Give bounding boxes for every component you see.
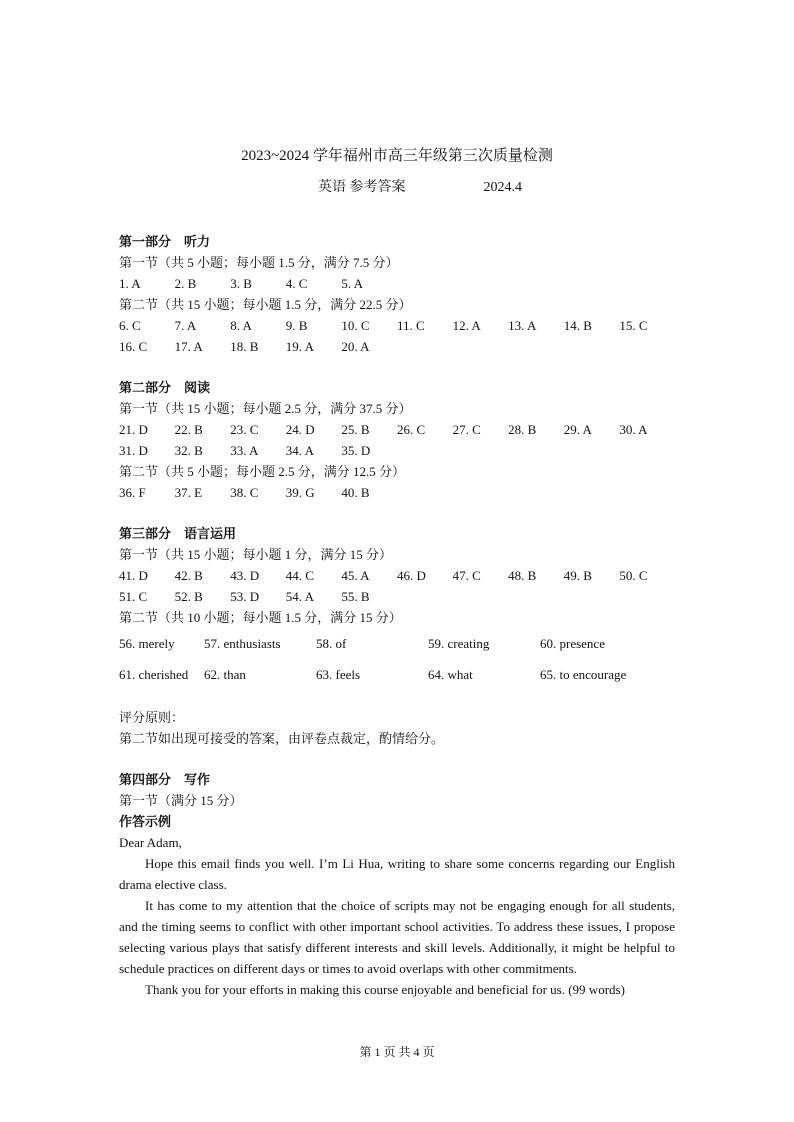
fill-answer-item: 60. presence	[540, 636, 605, 651]
answer-item: 29. A	[563, 422, 592, 437]
answer-item: 45. A	[341, 568, 370, 583]
answer-item: 28. B	[508, 422, 537, 437]
part2-section1-heading: 第一节（共 15 小题；每小题 2.5 分，满分 37.5 分）	[119, 401, 412, 416]
answer-item: 12. A	[452, 318, 481, 333]
answer-item: 8. A	[230, 318, 252, 333]
answer-item: 38. C	[230, 485, 259, 500]
answer-item: 40. B	[341, 485, 370, 500]
answer-item: 39. G	[285, 485, 315, 500]
answer-item: 17. A	[174, 339, 203, 354]
part4-heading: 第四部分 写作	[119, 772, 211, 787]
part3-section1-heading: 第一节（共 15 小题；每小题 1 分，满分 15 分）	[119, 547, 393, 562]
answer-item: 11. C	[396, 318, 425, 333]
answer-item: 10. C	[341, 318, 370, 333]
answer-item: 34. A	[285, 443, 314, 458]
answer-row	[119, 273, 675, 294]
answer-key-content	[119, 231, 675, 1000]
answer-item: 41. D	[119, 568, 148, 583]
answer-item: 21. D	[119, 422, 148, 437]
answer-item: 15. C	[619, 318, 648, 333]
letter-paragraph: It has come to my attention that the choice of scripts may not be engaging enough for all students, and the timing seems to conflict with other important school activities. To address these issues, I propose selecting various plays that satisfy different interests and skill levels. Additionally, it might be helpful to schedule practices on different days or times to avoid overlaps with other commitments.	[119, 898, 675, 976]
answer-item: 44. C	[285, 568, 314, 583]
fill-answer-item: 59. creating	[428, 636, 490, 651]
answer-item: 31. D	[119, 443, 148, 458]
answer-item: 16. C	[119, 339, 148, 354]
answer-item: 23. C	[230, 422, 259, 437]
answer-item: 52. B	[174, 589, 203, 604]
fill-answer-item: 62. than	[204, 667, 246, 682]
fill-answer-item: 61. cherished	[119, 667, 189, 682]
answer-item: 25. B	[341, 422, 370, 437]
page-number: 第 1 页 共 4 页	[359, 1045, 435, 1059]
answer-item: 13. A	[508, 318, 537, 333]
fill-answer-row	[119, 664, 675, 685]
part2-section2-heading: 第二节（共 5 小题；每小题 2.5 分，满分 12.5 分）	[119, 464, 406, 479]
exam-date: 2024.4	[483, 180, 522, 195]
answer-item: 50. C	[619, 568, 648, 583]
answer-item: 49. B	[563, 568, 592, 583]
example-heading: 作答示例	[119, 814, 172, 829]
answer-item: 3. B	[230, 276, 252, 291]
document-title: 2023~2024 学年福州市高三年级第三次质量检测	[241, 148, 553, 164]
subject-label: 英语 参考答案	[318, 180, 406, 195]
answer-row	[119, 440, 675, 461]
answer-item: 33. A	[230, 443, 259, 458]
fill-answer-row	[119, 633, 675, 654]
part3-section2-heading: 第二节（共 10 小题；每小题 1.5 分，满分 15 分）	[119, 610, 402, 625]
answer-row	[119, 586, 675, 607]
answer-item: 19. A	[285, 339, 314, 354]
fill-answer-item: 63. feels	[316, 667, 361, 682]
fill-answer-item: 58. of	[316, 636, 347, 651]
fill-answer-item: 57. enthusiasts	[204, 636, 281, 651]
answer-item: 48. B	[508, 568, 537, 583]
answer-item: 46. D	[396, 568, 426, 583]
answer-row	[119, 482, 675, 503]
part1-section1-heading: 第一节（共 5 小题；每小题 1.5 分，满分 7.5 分）	[119, 255, 399, 270]
letter-paragraph: Thank you for your efforts in making this course enjoyable and beneficial for us. (99 words)	[145, 982, 625, 997]
answer-item: 22. B	[174, 422, 203, 437]
answer-row	[119, 565, 675, 586]
answer-item: 2. B	[174, 276, 197, 291]
answer-item: 24. D	[285, 422, 315, 437]
answer-item: 5. A	[341, 276, 364, 291]
answer-item: 53. D	[230, 589, 260, 604]
answer-item: 27. C	[452, 422, 481, 437]
document-subtitle	[318, 176, 718, 196]
answer-item: 26. C	[396, 422, 426, 437]
answer-item: 14. B	[563, 318, 592, 333]
answer-item: 32. B	[174, 443, 203, 458]
answer-row	[119, 336, 675, 357]
answer-item: 51. C	[119, 589, 148, 604]
answer-item: 37. E	[174, 485, 203, 500]
answer-item: 30. A	[619, 422, 648, 437]
answer-item: 47. C	[452, 568, 481, 583]
letter-paragraph: Hope this email finds you well. I’m Li Hua, writing to share some concerns regarding our English drama elective class.	[119, 856, 675, 892]
part1-section2-heading: 第二节（共 15 小题；每小题 1.5 分，满分 22.5 分）	[119, 297, 412, 312]
answer-item: 43. D	[230, 568, 260, 583]
answer-row	[119, 315, 675, 336]
scoring-rules-text: 第二节如出现可接受的答案，由评卷点裁定，酌情给分。	[119, 731, 445, 746]
answer-item: 55. B	[341, 589, 370, 604]
letter-salutation: Dear Adam,	[119, 835, 182, 850]
fill-answer-item: 56. merely	[119, 636, 175, 651]
answer-item: 35. D	[341, 443, 371, 458]
answer-row	[119, 419, 675, 440]
part2-heading: 第二部分 阅读	[119, 380, 211, 395]
scoring-rules-heading: 评分原则：	[119, 710, 185, 725]
answer-item: 9. B	[285, 318, 308, 333]
answer-item: 42. B	[174, 568, 203, 583]
answer-item: 7. A	[174, 318, 197, 333]
fill-answer-item: 64. what	[428, 667, 473, 682]
fill-answer-item: 65. to encourage	[540, 667, 627, 682]
answer-item: 36. F	[119, 485, 146, 500]
part4-section1-heading: 第一节（满分 15 分）	[119, 793, 243, 808]
answer-item: 6. C	[119, 318, 141, 333]
answer-item: 4. C	[285, 276, 308, 291]
answer-item: 1. A	[119, 276, 141, 291]
answer-item: 20. A	[341, 339, 370, 354]
answer-item: 18. B	[230, 339, 259, 354]
part3-heading: 第三部分 语言运用	[119, 526, 237, 541]
answer-item: 54. A	[285, 589, 314, 604]
part1-heading: 第一部分 听力	[119, 234, 211, 249]
